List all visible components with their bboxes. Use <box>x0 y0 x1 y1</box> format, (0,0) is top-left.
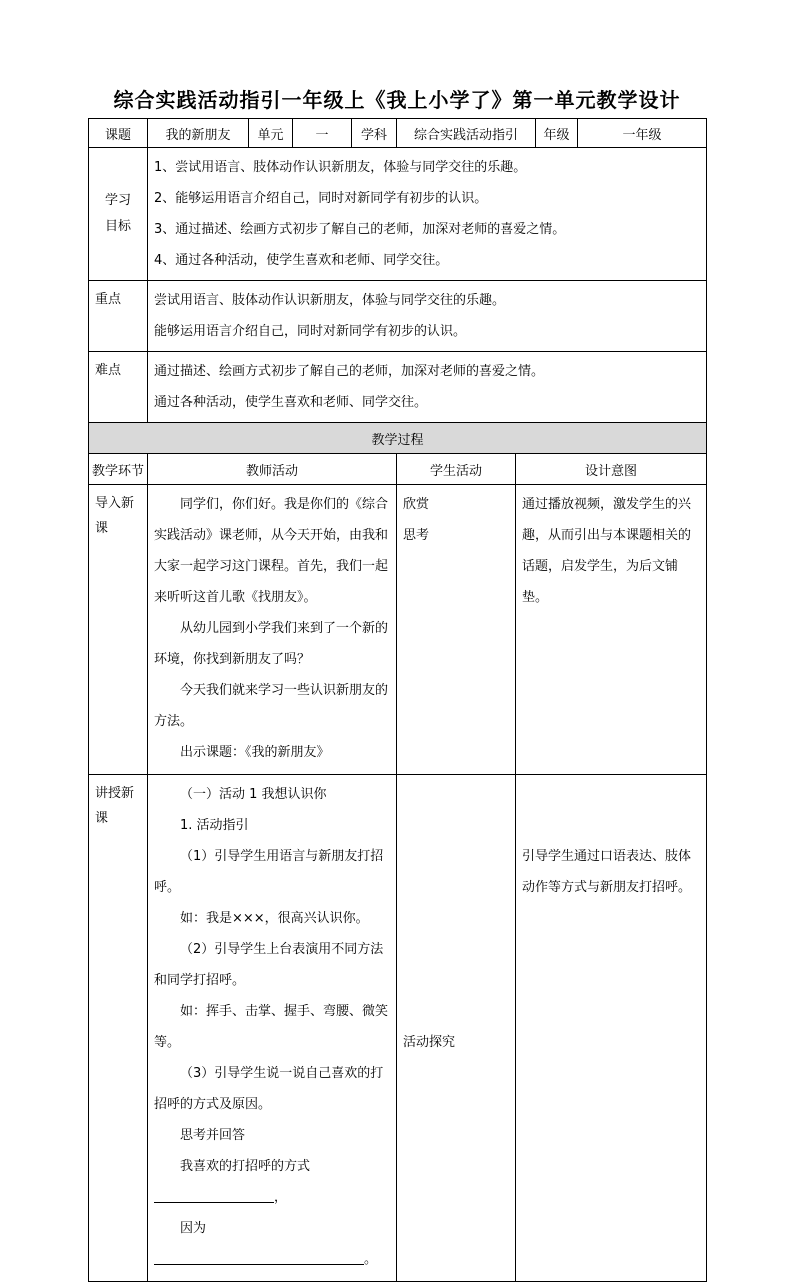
intro-intent-text: 通过播放视频，激发学生的兴趣，从而引出与本课题相关的话题，启发学生，为后文铺垫。 <box>522 497 692 605</box>
objectives-row <box>89 148 707 281</box>
objectives-content <box>148 148 707 281</box>
subject-label: 学科 <box>352 119 397 148</box>
lecture-teacher-activity <box>148 775 397 1282</box>
lecture-intent-text: 引导学生通过口语表达、肢体动作等方式与新朋友打招呼。 <box>522 849 692 895</box>
lecture-teacher-paragraph: （1）引导学生用语言与新朋友打招呼。 <box>154 849 384 895</box>
lecture-student-spacer <box>403 779 507 1027</box>
difficulties-content <box>148 352 707 423</box>
intro-student-item: 欣赏 <box>403 497 430 512</box>
difficulty-item: 通过各种活动，使学生喜欢和老师、同学交往。 <box>154 395 428 410</box>
unit-label: 单元 <box>249 119 293 148</box>
lesson-plan-table <box>88 118 707 1282</box>
intro-teacher-paragraph: 今天我们就来学习一些认识新朋友的方法。 <box>154 683 389 729</box>
key-point-item: 尝试用语言、肢体动作认识新朋友，体验与同学交往的乐趣。 <box>154 293 506 308</box>
lecture-teacher-paragraph: 如：挥手、击掌、握手、弯腰、微笑等。 <box>154 1004 389 1050</box>
difficulty-item: 通过描述、绘画方式初步了解自己的老师，加深对老师的喜爱之情。 <box>154 364 545 379</box>
objective-item: 2、能够运用语言介绍自己，同时对新同学有初步的认识。 <box>154 191 488 206</box>
objectives-label-line1: 学习 <box>104 193 131 208</box>
process-header-row <box>89 423 707 454</box>
key-points-row <box>89 281 707 352</box>
fill1-blank <box>154 1188 274 1203</box>
lecture-student-activity <box>397 775 516 1282</box>
intro-row <box>89 485 707 775</box>
lecture-teacher-paragraph: 1. 活动指引 <box>180 818 249 833</box>
intro-student-activity <box>397 485 516 775</box>
objective-item: 1、尝试用语言、肢体动作认识新朋友，体验与同学交往的乐趣。 <box>154 160 527 175</box>
lecture-row <box>89 775 707 1282</box>
objective-item: 3、通过描述、绘画方式初步了解自己的老师，加深对老师的喜爱之情。 <box>154 222 566 237</box>
topic-value: 我的新朋友 <box>148 119 249 148</box>
key-point-item: 能够运用语言介绍自己，同时对新同学有初步的认识。 <box>154 324 467 339</box>
grade-label: 年级 <box>536 119 578 148</box>
document-title: 综合实践活动指引一年级上《我上小学了》第一单元教学设计 <box>113 88 681 112</box>
fill2-prefix: 因为 <box>180 1221 207 1236</box>
fill1-prefix: 我喜欢的打招呼的方式 <box>180 1159 311 1174</box>
process-columns-row <box>89 454 707 485</box>
grade-value: 一年级 <box>578 119 707 148</box>
difficulties-row <box>89 352 707 423</box>
lecture-teacher-paragraph: 如：我是×××，很高兴认识你。 <box>180 911 369 926</box>
key-points-label: 重点 <box>89 281 148 352</box>
column-stage: 教学环节 <box>89 454 148 485</box>
header-row <box>89 119 707 148</box>
topic-label: 课题 <box>89 119 148 148</box>
column-teacher: 教师活动 <box>148 454 397 485</box>
intro-teacher-paragraph: 出示课题：《我的新朋友》 <box>180 745 330 760</box>
fill2-suffix: 。 <box>364 1252 378 1267</box>
subject-value: 综合实践活动指引 <box>397 119 536 148</box>
lecture-design-intent <box>516 775 707 1282</box>
intro-teacher-activity <box>148 485 397 775</box>
column-student: 学生活动 <box>397 454 516 485</box>
key-points-content <box>148 281 707 352</box>
objectives-label-line2: 目标 <box>104 219 131 234</box>
difficulties-label: 难点 <box>89 352 148 423</box>
column-intent: 设计意图 <box>516 454 707 485</box>
lecture-stage: 讲授新课 <box>89 775 148 1282</box>
objective-item: 4、通过各种活动，使学生喜欢和老师、同学交往。 <box>154 253 449 268</box>
fill2-blank <box>154 1250 364 1265</box>
lecture-intent-spacer <box>522 779 698 841</box>
unit-value: 一 <box>293 119 352 148</box>
lecture-teacher-paragraph: （3）引导学生说一说自己喜欢的打招呼的方式及原因。 <box>154 1066 384 1112</box>
process-header: 教学过程 <box>89 423 707 454</box>
fill1-suffix: ， <box>274 1190 288 1205</box>
lecture-teacher-paragraph: （一）活动 1 我想认识你 <box>180 787 327 802</box>
lecture-student-item: 活动探究 <box>403 1035 456 1050</box>
fill-in-line-1 <box>154 1151 388 1213</box>
intro-stage: 导入新课 <box>89 485 148 775</box>
intro-teacher-paragraph: 从幼儿园到小学我们来到了一个新的环境，你找到新朋友了吗？ <box>154 621 389 667</box>
lecture-teacher-paragraph: 思考并回答 <box>180 1128 246 1143</box>
intro-design-intent <box>516 485 707 775</box>
fill-in-line-2 <box>154 1213 388 1275</box>
intro-student-item: 思考 <box>403 528 430 543</box>
intro-teacher-paragraph: 同学们，你们好。我是你们的《综合实践活动》课老师，从今天开始，由我和大家一起学习这门课程。首先，我们一起来听听这首儿歌《找朋友》。 <box>154 497 389 605</box>
lecture-teacher-paragraph: （2）引导学生上台表演用不同方法和同学打招呼。 <box>154 942 384 988</box>
objectives-label <box>89 148 148 281</box>
